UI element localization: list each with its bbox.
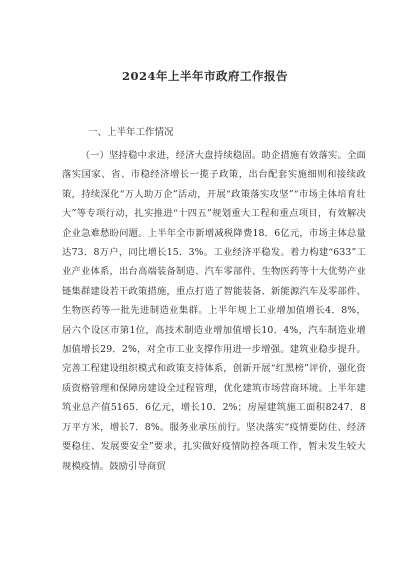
- body-paragraph: （一）坚持稳中求进，经济大盘持续稳固。助企措施有效落实。全面落实国家、省、市稳经济增长一揽子政策，出台配套实施细则和接续政策，持续深化“万人助万企”活动，开展“政策落实攻坚”“市场主体培育壮大”等专项行动，扎实推进“十四五”规划重大工程和重点项目，有效解决企业急难愁盼问题。上半年全市新增减税降费18．6亿元，市场主体总量达73．8万户，同比增长15．3%。工业经济平稳发。着力构建“633”工业产业体系，出台高端装备制造、汽车零部件、生物医药等十大优势产业链集群建设若干政策措施，重点打造了智能装备、新能源汽车及零部件、生物医药等一批先进制造业集群。上半年规上工业增加值增长4．8%，居六个设区市第1位，高技术制造业增加值增长10．4%，汽车制造业增加值增长29．2%，对全市工业支撑作用进一步增强。建筑业稳步提升。完善工程建设组织模式和政策支持体系，创新开展“红黑榜”评价，强化资质资格管理和保障房建设全过程管理，优化建筑市场营商环境。上半年建筑业总产值5165．6亿元，增长10．2%；房屋建筑施工面积8247．8万平方米，增长7．8%。服务业承压前行。坚决落实“疫情要防住、经济要稳住、发展要安全”要求，扎实做好疫情防控各项工作，暂未发生较大规模疫情。鼓励引导商贸: [62, 150, 366, 472]
- document-title: 2024年上半年市政府工作报告: [121, 69, 288, 83]
- section-heading: 一、上半年工作情况: [88, 127, 174, 138]
